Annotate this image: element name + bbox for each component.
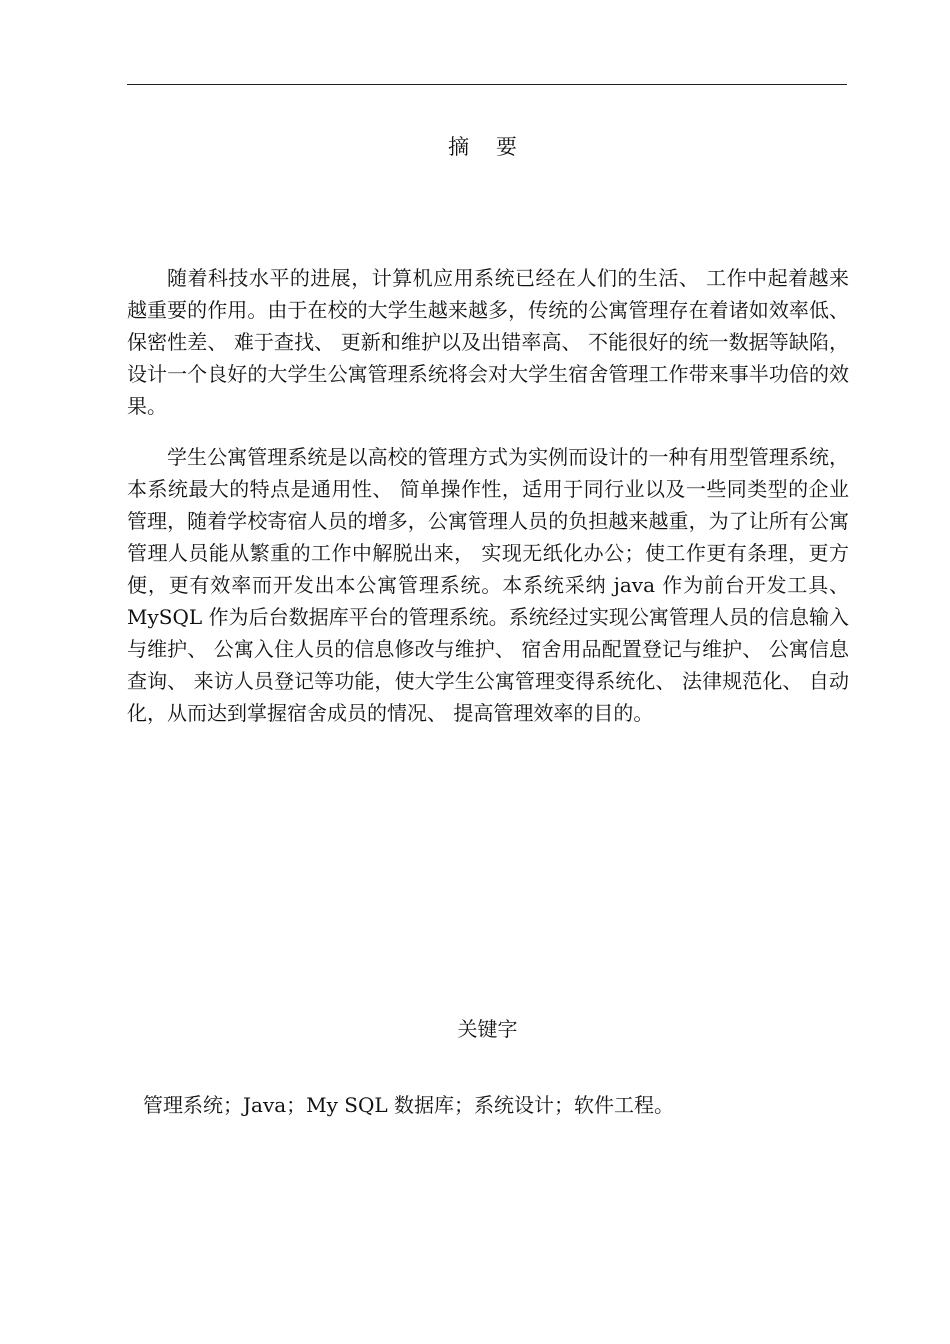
abstract-paragraph-1: 随着科技水平的进展，计算机应用系统已经在人们的生活、 工作中起着越来越重要的作用。由于在校的大学生越来越多，传统的公寓管理存在着诸如效率低、 保密性差、 难于查找、 更新和维护以及出错率高、 不能很好的统一数据等缺陷，设计一个良好的大学生公寓管理系统将会对大学生宿舍管理工作带来事半功倍的效果。 [127,266,849,418]
keywords-heading: 关键字 [457,1017,518,1041]
abstract-paragraph-2: 学生公寓管理系统是以高校的管理方式为实例而设计的一种有用型管理系统，本系统最大的特点是通用性、 简单操作性，适用于同行业以及一些同类型的企业管理，随着学校寄宿人员的增多，公寓管理人员的负担越来越重，为了让所有公寓管理人员能从繁重的工作中解脱出来， 实现无纸化办公；使工作更有条理，更方便，更有效率而开发出本公寓管理系统。本系统采纳 java 作为前台开发工具、 MySQL 作为后台数据库平台的管理系统。系统经过实现公寓管理人员的信息输入与维护、 公寓入住人员的信息修改与维护、 宿舍用品配置登记与维护、 公寓信息查询、 来访人员登记等功能，使大学生公寓管理变得系统化、 法律规范化、 自动化，从而达到掌握宿舍成员的情况、 提高管理效率的目的。 [127,445,849,725]
top-rule [127,84,847,85]
abstract-body [127,262,849,748]
keywords-text: 管理系统；Java；My SQL 数据库；系统设计；软件工程。 [143,1093,675,1117]
abstract-title: 摘 要 [448,135,527,159]
